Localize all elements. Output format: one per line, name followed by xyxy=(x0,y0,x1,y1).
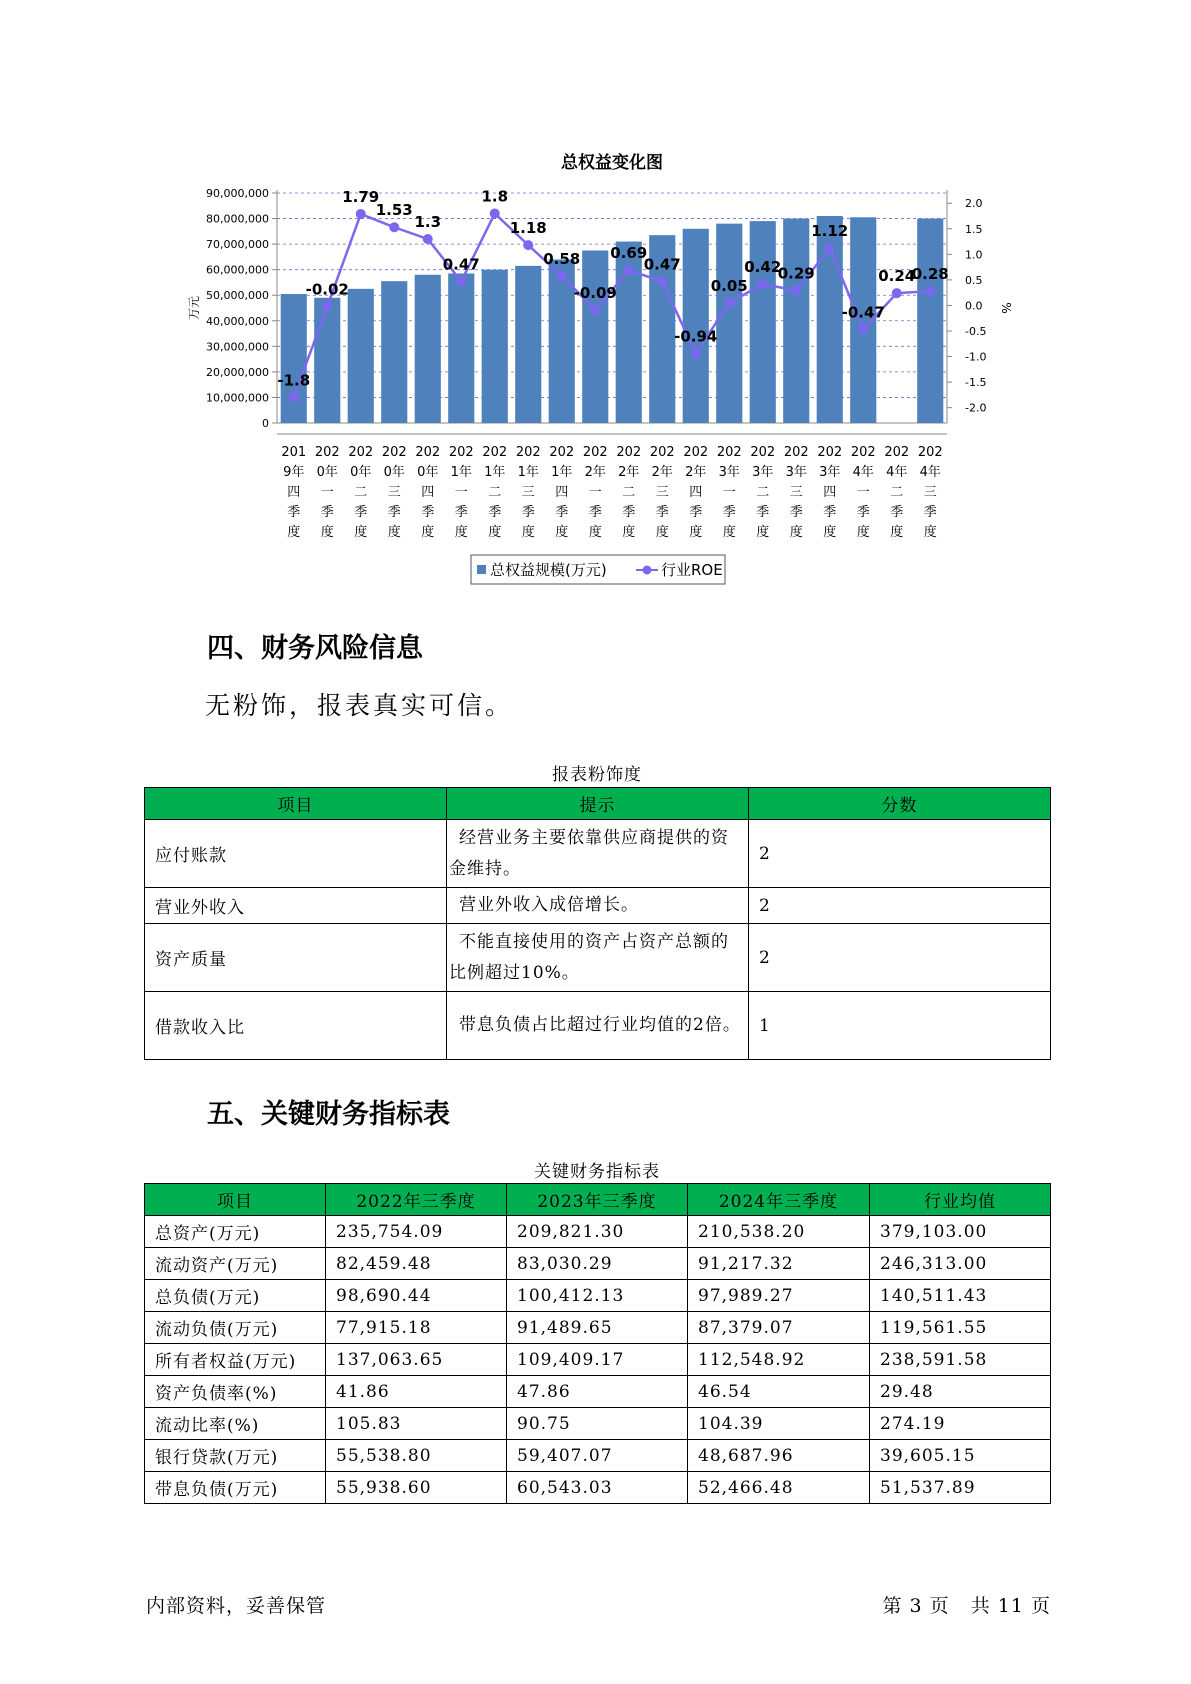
hint-cell: 带息负债占比超过行业均值的2倍。 xyxy=(447,992,749,1060)
table-row xyxy=(145,1376,1051,1408)
item-cell: 流动负债(万元) xyxy=(145,1312,326,1344)
value-cell: 97,989.27 xyxy=(688,1280,870,1312)
bar xyxy=(415,275,441,423)
value-cell: 48,687.96 xyxy=(688,1440,870,1472)
x-tick-label: 202 xyxy=(348,445,374,460)
item-cell: 银行贷款(万元) xyxy=(145,1440,326,1472)
bar xyxy=(281,294,307,423)
x-tick-label: 一 xyxy=(856,485,870,500)
roe-point xyxy=(657,276,667,286)
value-cell: 51,537.89 xyxy=(870,1472,1051,1504)
x-tick-label: 季 xyxy=(320,505,334,520)
bar xyxy=(381,281,407,423)
x-tick-label: 二 xyxy=(622,485,636,500)
x-tick-label: 四 xyxy=(287,485,301,500)
item-cell: 流动比率(%) xyxy=(145,1408,326,1440)
value-cell: 59,407.07 xyxy=(507,1440,688,1472)
roe-point xyxy=(691,348,701,358)
x-tick-label: 度 xyxy=(856,525,870,540)
item-cell: 带息负债(万元) xyxy=(145,1472,326,1504)
x-tick-label: 度 xyxy=(588,525,602,540)
x-tick-label: 2年 xyxy=(618,465,640,480)
y2-tick-label: 1.5 xyxy=(965,222,983,236)
value-cell: 77,915.18 xyxy=(326,1312,507,1344)
value-cell: 246,313.00 xyxy=(870,1248,1051,1280)
x-tick-label: 二 xyxy=(488,485,502,500)
roe-point xyxy=(289,392,299,402)
x-tick-label: 三 xyxy=(521,485,535,500)
value-cell: 87,379.07 xyxy=(688,1312,870,1344)
indicator-table xyxy=(144,1183,1051,1504)
table-row xyxy=(145,924,1051,992)
value-cell: 91,489.65 xyxy=(507,1312,688,1344)
indicator-table-caption: 关键财务指标表 xyxy=(534,1162,660,1182)
x-tick-label: 度 xyxy=(320,525,334,540)
y-tick-label: 10,000,000 xyxy=(206,391,269,405)
x-tick-label: 202 xyxy=(448,445,474,460)
bar xyxy=(716,224,742,423)
table-row xyxy=(145,1472,1051,1504)
x-tick-label: 0年 xyxy=(350,465,372,480)
roe-data-label: 0.69 xyxy=(610,244,648,263)
roe-data-label: 1.12 xyxy=(811,222,849,241)
x-tick-label: 202 xyxy=(482,445,508,460)
legend-line-marker xyxy=(643,566,652,575)
x-tick-label: 度 xyxy=(789,525,803,540)
x-tick-label: 202 xyxy=(783,445,809,460)
roe-data-label: -0.02 xyxy=(305,280,349,299)
table-row xyxy=(145,1408,1051,1440)
x-tick-label: 202 xyxy=(381,445,407,460)
x-tick-label: 202 xyxy=(750,445,776,460)
x-tick-label: 4年 xyxy=(919,465,941,480)
x-tick-label: 202 xyxy=(683,445,709,460)
roe-point xyxy=(423,234,433,244)
roe-point xyxy=(724,298,734,308)
item-cell: 总负债(万元) xyxy=(145,1280,326,1312)
roe-data-label: 0.47 xyxy=(442,255,480,274)
y-tick-label: 70,000,000 xyxy=(206,238,269,252)
value-cell: 52,466.48 xyxy=(688,1472,870,1504)
x-tick-label: 3年 xyxy=(819,465,841,480)
equity-chart xyxy=(0,0,1191,600)
x-tick-label: 三 xyxy=(789,485,803,500)
score-cell: 2 xyxy=(749,924,1051,992)
header-cell: 行业均值 xyxy=(870,1184,1051,1216)
bar xyxy=(314,298,340,423)
roe-point xyxy=(791,286,801,296)
x-tick-label: 季 xyxy=(856,505,870,520)
x-tick-label: 季 xyxy=(789,505,803,520)
table-row xyxy=(145,820,1051,888)
roe-point xyxy=(523,240,533,250)
x-tick-label: 202 xyxy=(415,445,441,460)
x-tick-label: 季 xyxy=(823,505,837,520)
x-tick-label: 度 xyxy=(488,525,502,540)
value-cell: 274.19 xyxy=(870,1408,1051,1440)
x-tick-label: 度 xyxy=(823,525,837,540)
value-cell: 91,217.32 xyxy=(688,1248,870,1280)
x-tick-label: 季 xyxy=(655,505,669,520)
item-cell: 总资产(万元) xyxy=(145,1216,326,1248)
x-tick-label: 202 xyxy=(515,445,541,460)
section4-text: 无粉饰，报表真实可信。 xyxy=(205,691,514,720)
x-tick-label: 度 xyxy=(890,525,904,540)
value-cell: 104.39 xyxy=(688,1408,870,1440)
value-cell: 90.75 xyxy=(507,1408,688,1440)
x-tick-label: 季 xyxy=(622,505,636,520)
x-tick-label: 度 xyxy=(454,525,468,540)
x-tick-label: 202 xyxy=(582,445,608,460)
x-tick-label: 1年 xyxy=(517,465,539,480)
value-cell: 98,690.44 xyxy=(326,1280,507,1312)
x-tick-label: 季 xyxy=(387,505,401,520)
table-row xyxy=(145,1248,1051,1280)
legend-line-label: 行业ROE xyxy=(661,561,723,579)
x-tick-label: 202 xyxy=(817,445,843,460)
x-tick-label: 季 xyxy=(421,505,435,520)
x-tick-label: 202 xyxy=(549,445,575,460)
value-cell: 238,591.58 xyxy=(870,1344,1051,1376)
value-cell: 109,409.17 xyxy=(507,1344,688,1376)
x-tick-label: 202 xyxy=(616,445,642,460)
bar xyxy=(783,219,809,423)
x-tick-label: 度 xyxy=(689,525,703,540)
value-cell: 60,543.03 xyxy=(507,1472,688,1504)
y2-tick-label: -2.0 xyxy=(965,401,987,415)
x-tick-label: 二 xyxy=(354,485,368,500)
x-tick-label: 度 xyxy=(756,525,770,540)
x-tick-label: 4年 xyxy=(852,465,874,480)
y2-tick-label: -1.0 xyxy=(965,350,987,364)
x-tick-label: 三 xyxy=(923,485,937,500)
value-cell: 112,548.92 xyxy=(688,1344,870,1376)
legend-bar-swatch xyxy=(477,565,486,574)
x-tick-label: 1年 xyxy=(450,465,472,480)
roe-point xyxy=(624,265,634,275)
x-tick-label: 三 xyxy=(655,485,669,500)
value-cell: 55,938.60 xyxy=(326,1472,507,1504)
item-cell: 应付账款 xyxy=(145,820,447,888)
hint-cell: 营业外收入成倍增长。 xyxy=(447,888,749,924)
roe-point xyxy=(758,279,768,289)
x-tick-label: 季 xyxy=(354,505,368,520)
risk-table-header xyxy=(145,788,1051,820)
x-tick-label: 季 xyxy=(521,505,535,520)
x-tick-label: 度 xyxy=(421,525,435,540)
x-tick-label: 202 xyxy=(649,445,675,460)
x-tick-label: 度 xyxy=(287,525,301,540)
x-tick-label: 0年 xyxy=(316,465,338,480)
header-cell: 项目 xyxy=(145,1184,326,1216)
x-tick-label: 3年 xyxy=(718,465,740,480)
score-cell: 2 xyxy=(749,820,1051,888)
x-tick-label: 3年 xyxy=(785,465,807,480)
bar xyxy=(750,221,776,423)
roe-data-label: 0.24 xyxy=(878,267,916,286)
x-tick-label: 9年 xyxy=(283,465,305,480)
roe-point xyxy=(389,222,399,232)
bar xyxy=(482,270,508,423)
x-tick-label: 季 xyxy=(287,505,301,520)
x-tick-label: 2年 xyxy=(651,465,673,480)
table-row xyxy=(145,992,1051,1060)
roe-data-label: 0.29 xyxy=(777,264,815,283)
x-tick-label: 2年 xyxy=(685,465,707,480)
value-cell: 82,459.48 xyxy=(326,1248,507,1280)
roe-data-label: 1.8 xyxy=(481,187,509,206)
table-row xyxy=(145,1440,1051,1472)
roe-point xyxy=(322,301,332,311)
roe-point xyxy=(925,286,935,296)
x-tick-label: 202 xyxy=(716,445,742,460)
y-tick-label: 80,000,000 xyxy=(206,212,269,226)
header-cell: 项目 xyxy=(145,788,447,820)
y-tick-label: 0 xyxy=(262,417,269,430)
x-tick-label: 季 xyxy=(555,505,569,520)
indicator-table-header xyxy=(145,1184,1051,1216)
value-cell: 39,605.15 xyxy=(870,1440,1051,1472)
x-tick-label: 度 xyxy=(923,525,937,540)
roe-data-label: -1.8 xyxy=(277,371,311,390)
score-cell: 2 xyxy=(749,888,1051,924)
roe-data-label: 0.42 xyxy=(744,257,782,276)
item-cell: 流动资产(万元) xyxy=(145,1248,326,1280)
x-tick-label: 季 xyxy=(890,505,904,520)
x-tick-label: 度 xyxy=(387,525,401,540)
value-cell: 41.86 xyxy=(326,1376,507,1408)
chart-title: 总权益变化图 xyxy=(561,153,663,173)
page-number: 第 3 页 共 11 页 xyxy=(882,1595,1051,1617)
legend-bar-label: 总权益规模(万元) xyxy=(490,561,607,579)
x-tick-label: 季 xyxy=(454,505,468,520)
x-tick-label: 季 xyxy=(756,505,770,520)
roe-data-label: 0.47 xyxy=(643,255,681,274)
table-row xyxy=(145,1280,1051,1312)
roe-point xyxy=(858,324,868,334)
value-cell: 47.86 xyxy=(507,1376,688,1408)
bar xyxy=(582,251,608,424)
x-tick-label: 0年 xyxy=(417,465,439,480)
value-cell: 210,538.20 xyxy=(688,1216,870,1248)
header-cell: 分数 xyxy=(749,788,1051,820)
section4-heading: 四、财务风险信息 xyxy=(207,633,423,664)
table-row xyxy=(145,1216,1051,1248)
table-row xyxy=(145,888,1051,924)
x-tick-label: 季 xyxy=(923,505,937,520)
hint-cell: 经营业务主要依靠供应商提供的资金维持。 xyxy=(447,820,749,888)
x-tick-label: 二 xyxy=(756,485,770,500)
x-tick-label: 季 xyxy=(588,505,602,520)
x-tick-label: 202 xyxy=(314,445,340,460)
x-tick-label: 三 xyxy=(387,485,401,500)
y2-tick-label: -1.5 xyxy=(965,376,987,390)
y2-tick-label: 1.0 xyxy=(965,248,983,262)
x-tick-label: 度 xyxy=(655,525,669,540)
roe-point xyxy=(590,305,600,315)
roe-data-label: 0.28 xyxy=(911,265,949,284)
x-tick-label: 四 xyxy=(421,485,435,500)
bar xyxy=(515,266,541,423)
value-cell: 379,103.00 xyxy=(870,1216,1051,1248)
x-tick-label: 202 xyxy=(917,445,943,460)
y2-tick-label: 0.0 xyxy=(965,299,983,313)
x-tick-label: 201 xyxy=(281,445,307,460)
y-axis-title: 万元 xyxy=(187,295,201,321)
item-cell: 资产质量 xyxy=(145,924,447,992)
roe-data-label: -0.09 xyxy=(573,284,617,303)
roe-point xyxy=(557,271,567,281)
roe-point xyxy=(892,288,902,298)
footer-note: 内部资料，妥善保管 xyxy=(146,1595,327,1617)
value-cell: 46.54 xyxy=(688,1376,870,1408)
y2-tick-label: 0.5 xyxy=(965,273,983,287)
value-cell: 137,063.65 xyxy=(326,1344,507,1376)
roe-point xyxy=(356,209,366,219)
x-tick-label: 1年 xyxy=(484,465,506,480)
x-tick-label: 二 xyxy=(890,485,904,500)
value-cell: 209,821.30 xyxy=(507,1216,688,1248)
x-tick-label: 2年 xyxy=(584,465,606,480)
y-tick-label: 50,000,000 xyxy=(206,289,269,303)
item-cell: 营业外收入 xyxy=(145,888,447,924)
roe-data-label: 1.79 xyxy=(342,187,380,206)
x-tick-label: 四 xyxy=(555,485,569,500)
header-cell: 提示 xyxy=(447,788,749,820)
bar xyxy=(683,229,709,423)
roe-data-label: 1.18 xyxy=(509,219,547,238)
item-cell: 资产负债率(%) xyxy=(145,1376,326,1408)
roe-data-label: 1.3 xyxy=(414,213,442,231)
value-cell: 55,538.80 xyxy=(326,1440,507,1472)
roe-data-label: 1.53 xyxy=(375,201,413,220)
y-tick-label: 90,000,000 xyxy=(206,187,269,200)
item-cell: 借款收入比 xyxy=(145,992,447,1060)
y-tick-label: 20,000,000 xyxy=(206,365,269,379)
bar xyxy=(348,289,374,423)
table-row xyxy=(145,1312,1051,1344)
section5-heading: 五、关键财务指标表 xyxy=(207,1099,450,1130)
value-cell: 100,412.13 xyxy=(507,1280,688,1312)
value-cell: 235,754.09 xyxy=(326,1216,507,1248)
x-tick-label: 202 xyxy=(850,445,876,460)
x-tick-label: 0年 xyxy=(383,465,405,480)
table-row xyxy=(145,1344,1051,1376)
x-tick-label: 一 xyxy=(454,485,468,500)
value-cell: 119,561.55 xyxy=(870,1312,1051,1344)
y-tick-label: 60,000,000 xyxy=(206,263,269,277)
risk-table xyxy=(144,787,1051,1060)
x-tick-label: 度 xyxy=(555,525,569,540)
header-cell: 2022年三季度 xyxy=(326,1184,507,1216)
x-tick-label: 度 xyxy=(622,525,636,540)
x-tick-label: 1年 xyxy=(551,465,573,480)
y2-tick-label: -0.5 xyxy=(965,325,987,338)
x-tick-label: 一 xyxy=(320,485,334,500)
x-tick-label: 202 xyxy=(884,445,910,460)
roe-point xyxy=(456,276,466,286)
hint-cell: 不能直接使用的资产占资产总额的比例超过10%。 xyxy=(447,924,749,992)
risk-table-caption: 报表粉饰度 xyxy=(552,765,642,785)
bar xyxy=(448,274,474,424)
x-tick-label: 3年 xyxy=(752,465,774,480)
x-tick-label: 四 xyxy=(823,485,837,500)
y2-axis-title: % xyxy=(999,302,1013,314)
x-tick-label: 一 xyxy=(588,485,602,500)
value-cell: 29.48 xyxy=(870,1376,1051,1408)
value-cell: 83,030.29 xyxy=(507,1248,688,1280)
x-tick-label: 季 xyxy=(722,505,736,520)
roe-point xyxy=(825,243,835,253)
header-cell: 2024年三季度 xyxy=(688,1184,870,1216)
value-cell: 140,511.43 xyxy=(870,1280,1051,1312)
score-cell: 1 xyxy=(749,992,1051,1060)
x-tick-label: 季 xyxy=(689,505,703,520)
x-tick-label: 四 xyxy=(689,485,703,500)
x-tick-label: 度 xyxy=(521,525,535,540)
y-tick-label: 30,000,000 xyxy=(206,340,269,354)
bar xyxy=(917,219,943,423)
y-tick-label: 40,000,000 xyxy=(206,314,269,328)
y2-tick-label: 2.0 xyxy=(965,197,983,211)
x-tick-label: 度 xyxy=(354,525,368,540)
roe-data-label: -0.94 xyxy=(674,327,718,346)
roe-data-label: 0.05 xyxy=(710,276,748,295)
roe-point xyxy=(490,208,500,218)
roe-data-label: -0.47 xyxy=(841,303,885,322)
roe-data-label: 0.58 xyxy=(543,249,581,268)
header-cell: 2023年三季度 xyxy=(507,1184,688,1216)
x-tick-label: 度 xyxy=(722,525,736,540)
x-tick-label: 4年 xyxy=(886,465,908,480)
x-tick-label: 季 xyxy=(488,505,502,520)
x-tick-label: 一 xyxy=(722,485,736,500)
item-cell: 所有者权益(万元) xyxy=(145,1344,326,1376)
value-cell: 105.83 xyxy=(326,1408,507,1440)
